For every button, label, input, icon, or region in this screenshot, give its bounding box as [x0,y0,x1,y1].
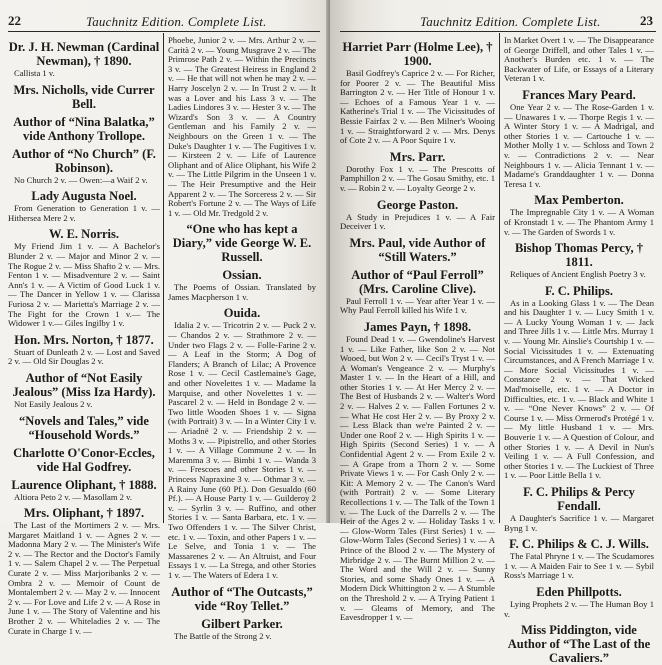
author-entry [8,371,160,410]
author-entry [340,198,495,232]
works-list: Basil Godfrey's Caprice 2 v. — For Richer, for Poorer 2 v. — The Beautiful Miss Barrington 2 v. — Her Title of Honour 1 v. — Echoes of a Famous Year 1 v. — Katherine's Trial 1 v. — The Vicissitudes of Bessie Fairfax 2 v. — Ben Milner's Wooing 1 v. — Straightforward 2 v. — Mrs. Denys of Cote 2 v. — A Poor Squire 1 v. [340,68,495,146]
author-entry [168,585,316,613]
author-entry [168,617,316,642]
author-entry [168,222,316,264]
right-page-column-1 [340,36,495,623]
header-rule [8,31,320,32]
author-heading: Lady Augusta Noel. [31,189,137,204]
author-heading: F. C. Philips & C. J. Wills. [509,537,649,552]
works-list: Idalia 2 v. — Tricotrin 2 v. — Puck 2 v. — Chandos 2 v. — Strathmore 2 v. — Under two Flags 2 v. — Folle-Farine 2 v. — A Leaf in the Storm; A Dog of Flanders; A Branch of Lilac; A Provence Rose 1 v. — Cecil Castlemaine's Gage, and other Novelettes 1 v. — Madame la Marquise, and other Novelettes 1 v. — Pascarel 2 v. — Held in Bondage 2 v. — Two little Wooden Shoes 1 v. — Signa (with Portrait) 3 v. — In a Winter City 1 v. — Ariadnë 2 v. — Friendship 2 v. — Moths 3 v. — Pipistrello, and other Stories 1 v. — A Village Commune 2 v. — In Maremma 3 v. — Bimbi 1 v. — Wanda 3 v. — Frescoes and other Stories 1 v. — Princess Napraxine 3 v. — Othmar 3 v. — A Rainy June (60 Pf.). Don Gesualdo (60 Pf.). — A House Party 1 v. — Guilderoy 2 v. — Syrlin 3 v. — Ruffino, and other Stories 1 v. — Santa Barbara, etc. 1 v. — Two Offenders 1 v. — The Silver Christ, etc. 1 v. — Toxin, and other Papers 1 v. — Le Selve, and Tonia 1 v. — The Massarenes 2 v. — An Altruist, and Four Essays 1 v. — La Strega, and other Stories 1 v. — The Waters of Edera 1 v. [168,320,316,580]
works-list: No Church 2 v. — Owen:—a Waif 2 v. [14,174,148,185]
author-entry [168,306,316,580]
author-heading: W. E. Norris. [48,227,120,242]
works-list: Paul Ferroll 1 v. — Year after Year 1 v. — Why Paul Ferroll killed his Wife 1 v. [340,295,495,316]
author-heading: Author of “The Outcasts,” vide “Roy Tellet.” [171,584,313,613]
works-list: A Study in Prejudices 1 v. — A Fair Deceiver 1 v. [340,211,495,232]
works-list: My Friend Jim 1 v. — A Bachelor's Blunder 2 v. — Major and Minor 2 v. — The Rogue 2 v. — Miss Shafto 2 v. — Mrs. Fenton 1 v. — Misadventure 2 v. — Saint Ann's 1 v. — A Victim of Good Luck 1 v. — The Dancer in Yellow 1 v. — Clarissa Furiosa 2 v. — Marietta's Marriage 2 v. — The Fight for the Crown 1 v.— The Widower 1 v.— Giles Ingilby 1 v. [8,241,160,329]
author-heading: Author of “No Church” (F. Robinson). [12,146,156,175]
left-page-column-2 [168,35,316,641]
author-heading: Ossian. [222,268,262,283]
running-head: Tauchnitz Edition. Complete List. [86,14,267,29]
left-page-column-1 [8,36,160,636]
works-list: The Last of the Mortimers 2 v. — Mrs. Margaret Maitland 1 v. — Agnes 2 v. — Madonna Mary 2 v. — The Minister's Wife 2 v. — The Rector and the Doctor's Family 1 v. — Salem Chapel 2 v. — The Perpetual Curate 2 v. — Miss Marjoribanks 2 v. — Ombra 2 v. — Memoir of Count de Montalembert 2 v. — May 2 v. — Innocent 2 v. — For Love and Life 2 v. — A Rose in June 1 v. — The Story of Valentine and his Brother 2 v. — Whiteladies 2 v. — The Curate in Charge 1 v. — [8,520,160,636]
author-entry [504,241,654,280]
column-divider [499,33,500,523]
author-heading: F. C. Philips & Percy Fendall. [523,484,635,513]
header-rule [340,31,656,32]
author-heading: “One who has kept a Diary,” vide George W. E. Russell. [172,222,312,265]
author-heading: George Paston. [376,197,459,212]
author-heading: Hon. Mrs. Norton, † 1877. [14,332,154,347]
page-number: 22 [8,13,21,28]
author-heading: Mrs. Oliphant, † 1897. [23,506,145,521]
author-heading: Dr. J. H. Newman (Cardinal Newman), † 1890. [8,40,160,68]
author-heading: Author of “Paul Ferroll” (Mrs. Caroline Clive). [351,267,484,296]
author-entry [8,414,160,442]
author-entry [504,284,654,481]
author-heading: Bishop Thomas Percy, † 1811. [514,241,644,270]
author-entry [504,585,654,619]
author-entry [340,236,495,264]
right-page [330,0,662,665]
author-heading: Eden Phillpotts. [536,584,622,599]
works-list: Stuart of Dunleath 2 v. — Lost and Saved 2 v. — Old Sir Douglas 2 v. [8,346,160,367]
author-heading: “Novels and Tales,” vide “Household Words.” [19,413,149,442]
left-page [0,0,330,641]
author-entry [8,333,160,367]
author-heading: Laurence Oliphant, † 1888. [11,477,157,492]
author-heading: Harriet Parr (Holme Lee), † 1900. [342,40,493,68]
author-entry [8,83,160,111]
works-list: The Fatal Phryne 1 v. — The Scudamores 1 v. — A Maiden Fair to See 1 v. — Sybil Ross's Marriage 1 v. [504,551,654,581]
author-heading: Frances Mary Peard. [522,87,636,102]
works-list: Lying Prophets 2 v. — The Human Boy 1 v. [504,598,654,619]
author-entry [340,150,495,194]
author-heading: Charlotte O'Conor-Eccles, vide Hal Godfrey. [13,445,155,474]
author-heading: Max Pemberton. [534,193,624,208]
works-list: Dorothy Fox 1 v. — The Prescotts of Pamphillon 2 v. — The Gosau Smithy, etc. 1 v. — Robin 2 v. — Loyalty George 2 v. [340,163,495,193]
author-entry [8,227,160,328]
works-list: Callista 1 v. [14,68,55,78]
works-list: In Market Overt 1 v. — The Disappearance of George Driffell, and other Tales 1 v. — Another's Burden etc. 1 v. — The Backwater of Life, or Essays of a Literary Veteran 1 v. [504,35,654,84]
author-entry [8,506,160,636]
works-list: One Year 2 v. — The Rose-Garden 1 v. — Unawares 1 v. — Thorpe Regis 1 v. — A Winter Story 1 v. — A Madrigal, and other Stories 1 v. — Cartouche 1 v. — Mother Molly 1 v. — Schloss and Town 2 v. — Contradictions 2 v. — Near Neighbours 1 v. — Alicia Tennant 1 v. — Madame's Granddaughter 1 v. — Donna Teresa 1 v. [504,101,654,189]
column-divider [163,33,164,523]
works-list: Altiora Peto 2 v. — Masollam 2 v. [14,491,132,502]
right-page-column-2 [504,35,654,665]
author-entry [8,478,160,503]
works-list: Phoebe, Junior 2 v. — Mrs. Arthur 2 v. — Carità 2 v. — Young Musgrave 2 v. — The Primrose Path 2 v. — Within the Precincts 3 v. — The Greatest Heiress in England 2 v. — He that will not when he may 2 v. — Harry Joscelyn 2 v. — In Trust 2 v. — It was a Lover and his Lass 3 v. — The Ladies Lindores 3 v. — Hester 3 v. — The Wizard's Son 3 v. — A Country Gentleman and his Family 2 v. — Neighbours on the Green 1 v. — The Duke's Daughter 1 v. — The Fugitives 1 v. — Kirsteen 2 v. — Life of Laurence Oliphant and of Alice Oliphant, his Wife 2 v. — The Little Pilgrim in the Unseen 1 v. — The Heir Presumptive and the Heir Apparent 2 v. — The Sorceress 2 v. — Sir Robert's Fortune 2 v. — The Ways of Life 1 v. — Old Mr. Tredgold 2 v. [168,35,316,218]
works-list: As in a Looking Glass 1 v. — The Dean and his Daughter 1 v. — Lucy Smith 1 v. — A Lucky Young Woman 1 v. — Jack and Three Jills 1 v. — Little Mrs. Murray 1 v. — Young Mr. Ainslie's Courtship 1 v. — Social Vicissitudes 1 v. — Extenuating Circumstances, and A French Marriage 1 v. — More Social Vicissitudes 1 v. — Constance 2 v. — That Wicked Mad'moiselle, etc. 1 v. — A Doctor in Difficulties, etc. 1 v. — Black and White 1 v. — “One Never Knows” 2 v. — Of Course 1 v. — Miss Ormerod's Protégé 1 v. — My little Husband 1 v. — Mrs. Bouverie 1 v. — A Question of Colour, and other Stories 1 v. — A Devil in Nun's Veiling 1 v. — A Full Confession, and other Stories 1 v. — The Luckiest of Three 1 v. — Poor Little Bella 1 v. [504,297,654,481]
works-list: The Battle of the Strong 2 v. [174,630,272,641]
author-heading: Author of “Not Easily Jealous” (Miss Iza Hardy). [12,370,156,399]
author-heading: James Payn, † 1898. [363,319,472,334]
works-list: A Daughter's Sacrifice 1 v. — Margaret Byng 1 v. [504,512,654,533]
works-list: The Poems of Ossian. Translated by James Macpherson 1 v. [168,282,316,302]
works-list: Reliques of Ancient English Poetry 3 v. [510,269,646,280]
page-number: 23 [640,13,653,28]
author-entry [168,36,316,218]
author-entry [8,147,160,186]
author-entry [504,88,654,189]
author-entry [8,40,160,79]
works-list: Found Dead 1 v. — Gwendoline's Harvest 1 v. — Like Father, like Son 2 v. — Not Wooed, but Won 2 v. — Cecil's Tryst 1 v. — A Woman's Vengeance 2 v. — Murphy's Master 1 v. — In the Heart of a Hill, and other Stories 1 v. — At Her Mercy 2 v. — The Best of Husbands 2 v. — Walter's Word 2 v. — Halves 2 v. — Fallen Fortunes 2 v. — What He cost Her 2 v. — By Proxy 2 v. — Less Black than we're Painted 2 v. — Under one Roof 2 v. — High Spirits 1 v. — High Spirits (Second Series) 1 v. — A Confidential Agent 2 v. — From Exile 2 v. — A Grape from a Thorn 2 v. — Some Private Views 1 v. — For Cash Only 2 v. — Kit: A Memory 2 v. — The Canon's Ward (with Portrait) 2 v. — Some Literary Recollections 1 v. — The Talk of the Town 1 v. — The Luck of the Darrells 2 v. — The Heir of the Ages 2 v. — Holiday Tasks 1 v. — Glow-Worm Tales (First Series) 1 v. — Glow-Worm Tales (Second Series) 1 v. — A Prince of the Blood 2 v. — The Mystery of Mirbridge 2 v. — The Burnt Million 2 v. — The Word and the Will 2 v. — Sunny Stories, and some Shady Ones 1 v. — A Modern Dick Whittington 2 v. — A Stumble on the Threshold 2 v. — A Trying Patient 1 v. — Gleams of Memory, and The Eavesdropper 1 v. — [340,333,495,623]
author-heading: F. C. Philips. [545,283,613,298]
author-entry [504,623,654,665]
author-heading: Ouida. [223,306,261,321]
author-heading: Mrs. Paul, vide Author of “Still Waters.” [349,235,486,264]
author-entry [340,320,495,623]
author-entry [8,189,160,223]
author-entry [168,268,316,302]
author-entry [8,115,160,143]
works-list: Not Easily Jealous 2 v. [14,398,93,409]
author-entry [8,446,160,474]
author-entry [504,537,654,581]
running-head: Tauchnitz Edition. Complete List. [420,14,601,29]
author-heading: Mrs. Nicholls, vide Currer Bell. [13,82,155,111]
author-heading: Miss Piddington, vide Author of “The Last of the Cavaliers.” [507,623,651,665]
works-list: The Impregnable City 1 v. — A Woman of Kronstadt 1 v. — The Phantom Army 1 v. — The Garden of Swords 1 v. [504,207,654,237]
author-entry [340,268,495,316]
author-entry [504,485,654,533]
author-entry [504,36,654,84]
works-list: From Generation to Generation 1 v. — Hithersea Mere 2 v. [8,203,160,223]
author-heading: Mrs. Parr. [389,149,446,164]
author-entry [504,193,654,237]
author-heading: Author of “Nina Balatka,” vide Anthony Trollope. [13,114,155,143]
author-entry [340,40,495,146]
author-heading: Gilbert Parker. [201,616,283,631]
